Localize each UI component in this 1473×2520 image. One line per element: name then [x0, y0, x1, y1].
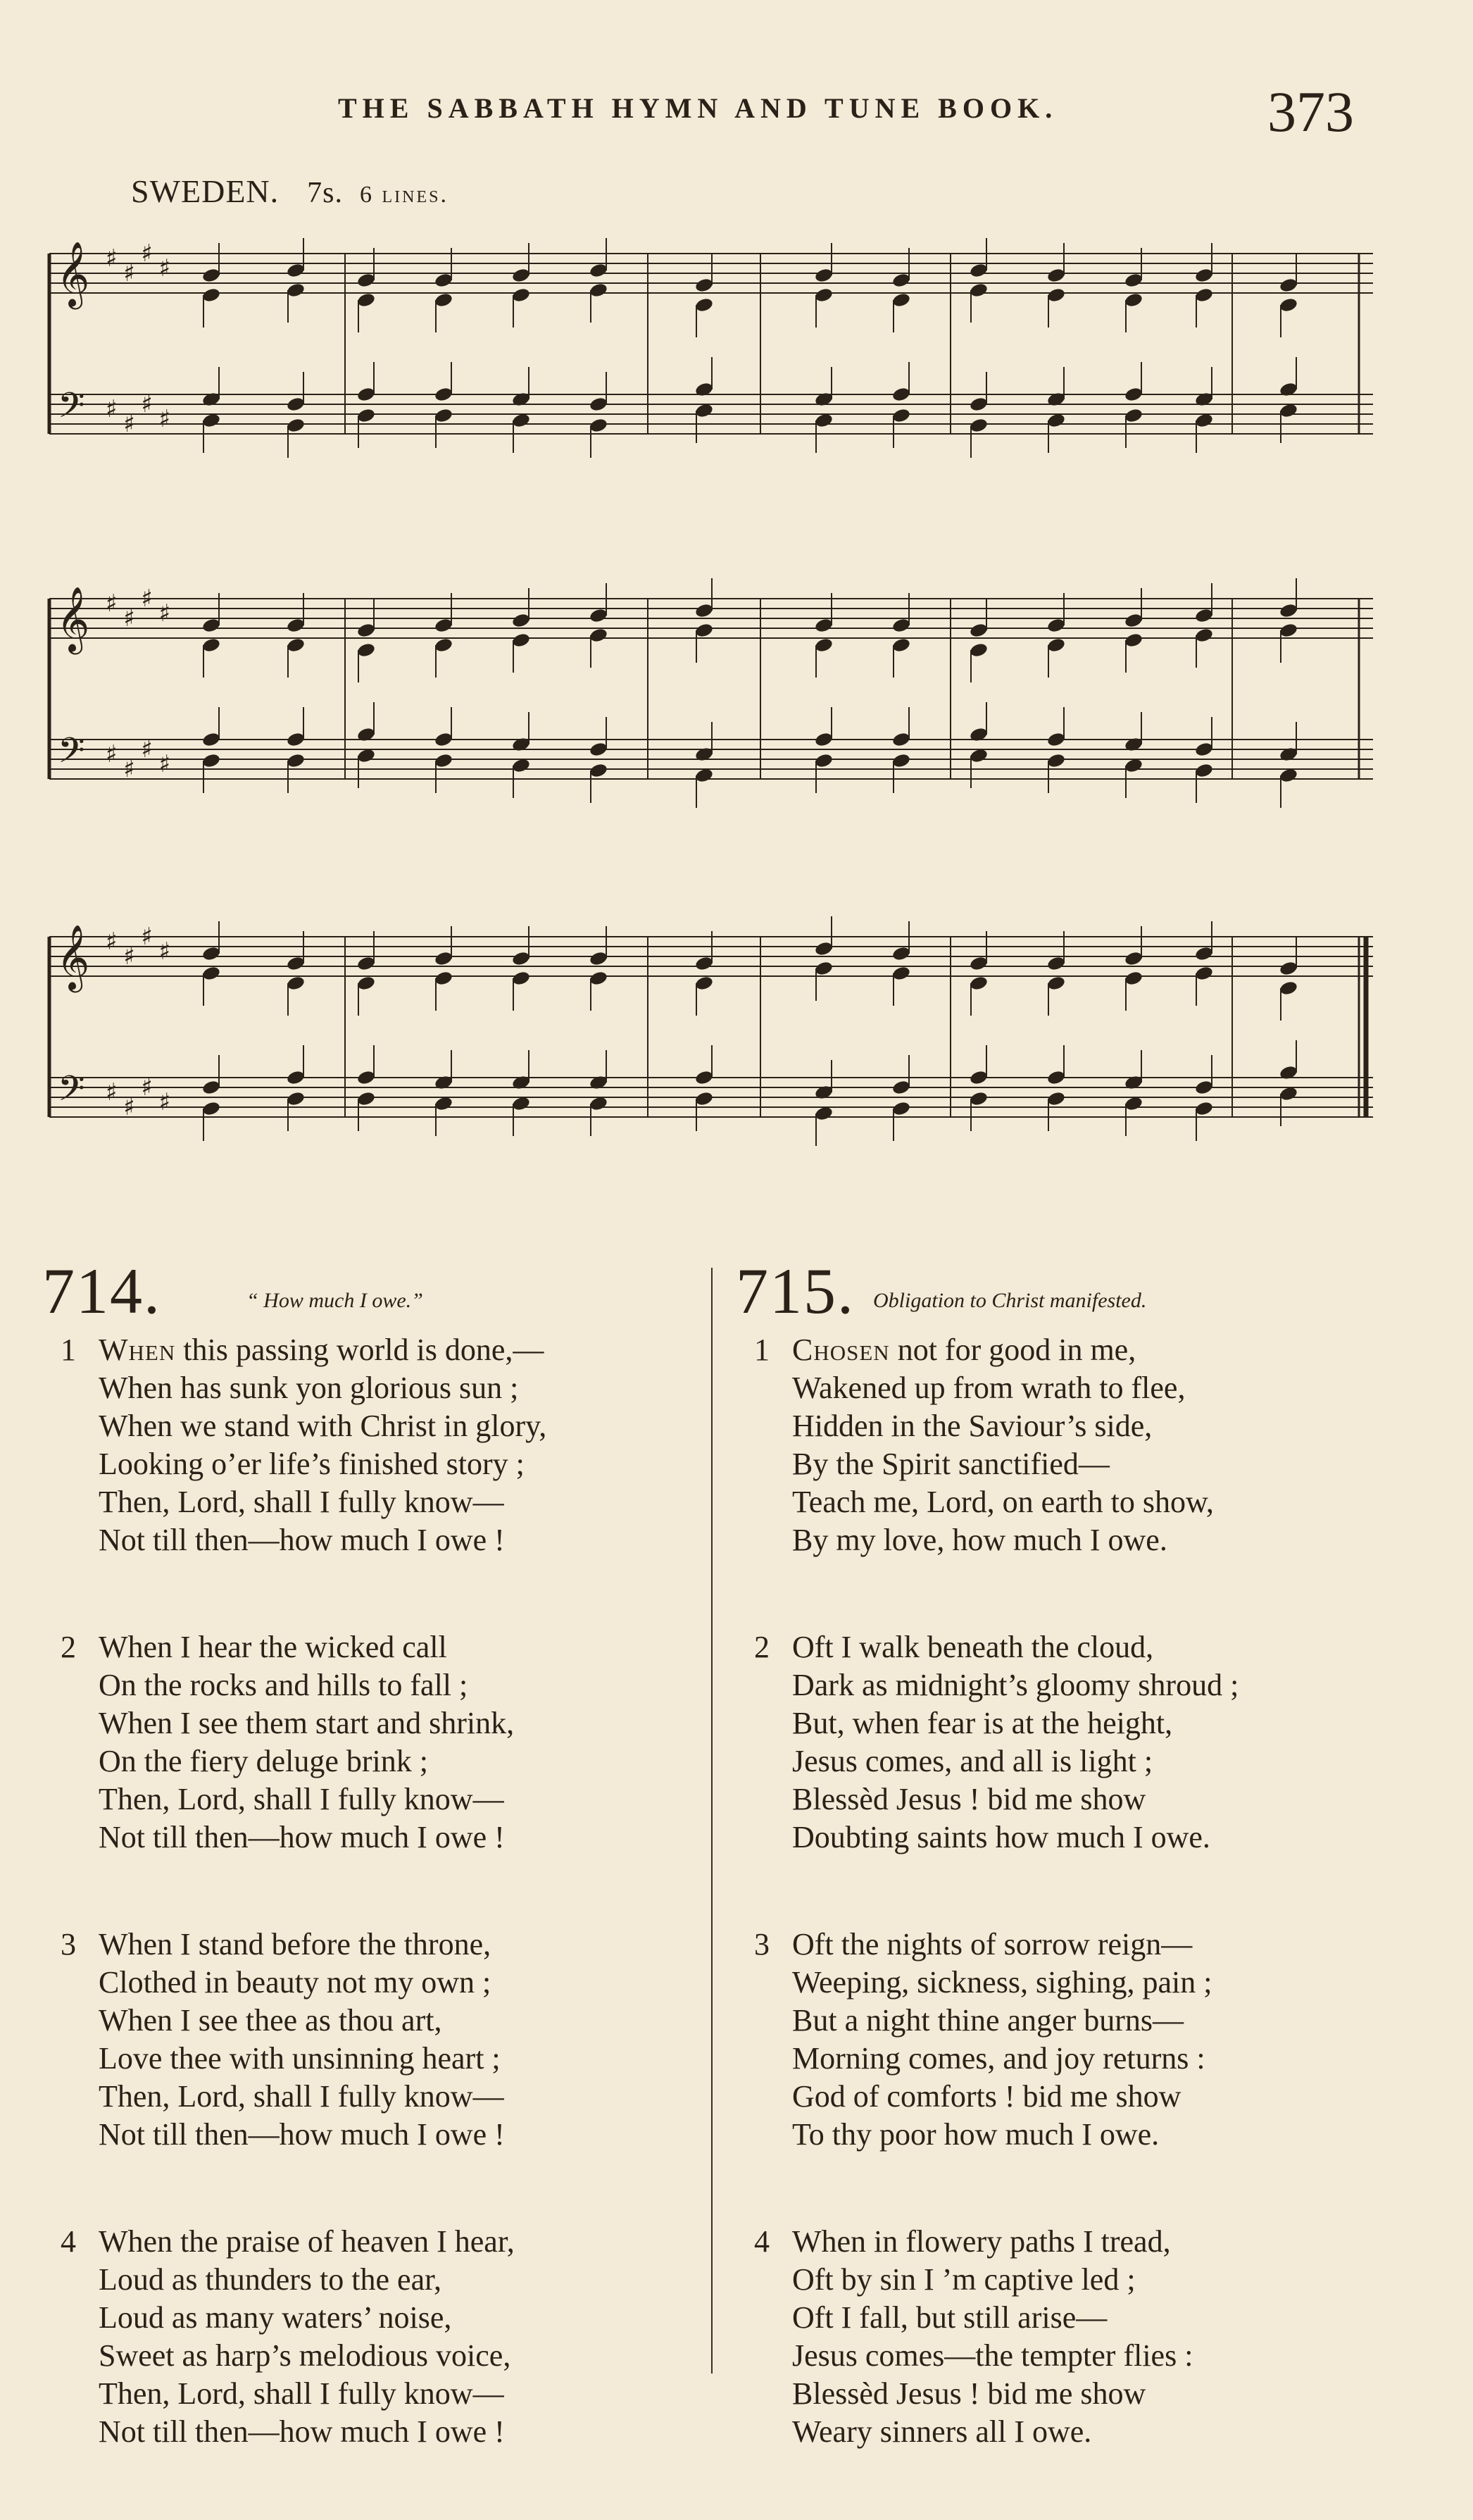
verse-line: When in flowery paths I tread,	[792, 2224, 1171, 2259]
stanza-number: 4	[754, 2224, 770, 2259]
note-head	[511, 736, 531, 752]
note-head	[891, 386, 911, 402]
verse-line: Oft the nights of sorrow reign—	[792, 1927, 1193, 1961]
note-head	[589, 396, 608, 412]
note-head	[814, 287, 834, 303]
verse-line: Morning comes, and joy returns :	[792, 2041, 1205, 2076]
note-head	[286, 1090, 306, 1106]
sharp-icon: ♯	[141, 735, 153, 763]
note-head	[1194, 945, 1214, 961]
note-head	[286, 975, 306, 991]
note-head	[969, 642, 989, 658]
verse-line: Not till then—how much I owe !	[99, 1523, 505, 1557]
verse-line: Teach me, Lord, on earth to show,	[792, 1485, 1214, 1519]
note-head	[1124, 1074, 1143, 1090]
note-head	[891, 617, 911, 633]
note-head	[969, 417, 989, 433]
verse-line: Sweet as harp’s melodious voice,	[99, 2338, 511, 2373]
hymn-number: 714.	[42, 1255, 161, 1327]
verse-line: Then, Lord, shall I fully know—	[99, 1485, 504, 1519]
sharp-icon: ♯	[123, 259, 135, 287]
sharp-icon: ♯	[158, 599, 171, 628]
note-head	[969, 1090, 989, 1106]
note-head	[589, 950, 608, 966]
sharp-icon: ♯	[158, 1088, 171, 1116]
note-head	[511, 391, 531, 407]
note-head	[694, 746, 714, 762]
verse-line: On the rocks and hills to fall ;	[99, 1668, 468, 1702]
note-head	[1046, 752, 1066, 768]
note-head	[814, 752, 834, 768]
note-head	[1046, 1069, 1066, 1085]
music-staff-1	[35, 232, 1387, 493]
note-head	[286, 396, 306, 412]
note-head	[356, 1090, 376, 1106]
sharp-icon: ♯	[123, 755, 135, 783]
note-head	[589, 417, 608, 433]
note-head	[694, 975, 714, 991]
note-head	[286, 731, 306, 747]
verse-line: To thy poor how much I owe.	[792, 2117, 1160, 2152]
note-head	[1046, 1090, 1066, 1106]
note-head	[589, 607, 608, 623]
note-head	[814, 391, 834, 407]
note-head	[589, 262, 608, 278]
note-head	[356, 726, 376, 742]
sharp-icon: ♯	[141, 390, 153, 418]
note-head	[1046, 637, 1066, 653]
stanza	[736, 1331, 1412, 1559]
sharp-icon: ♯	[141, 1073, 153, 1102]
verse-line: God of comforts ! bid me show	[792, 2079, 1181, 2114]
note-head	[1279, 746, 1298, 762]
note-head	[201, 617, 221, 633]
note-head	[814, 617, 834, 633]
verse-line: Then, Lord, shall I fully know—	[99, 2376, 504, 2411]
note-head	[356, 642, 376, 658]
verse-line: But, when fear is at the height,	[792, 1706, 1173, 1740]
note-head	[969, 622, 989, 638]
hymn-number: 715.	[736, 1255, 855, 1327]
stanza	[42, 1628, 690, 1857]
note-head	[434, 752, 453, 768]
sharp-icon: ♯	[141, 239, 153, 268]
verse-line: On the fiery deluge brink ;	[99, 1744, 428, 1778]
stanza-number: 4	[61, 2224, 76, 2259]
verse-line: Love thee with unsinning heart ;	[99, 2041, 501, 2076]
note-head	[201, 287, 221, 303]
note-head	[814, 960, 834, 976]
note-head	[511, 632, 531, 648]
stanza-number: 1	[61, 1333, 76, 1367]
note-head	[1124, 632, 1143, 648]
running-head: THE SABBATH HYMN AND TUNE BOOK.	[338, 92, 1058, 124]
note-head	[1279, 622, 1298, 638]
verse-line: By my love, how much I owe.	[792, 1523, 1167, 1557]
tune-name: SWEDEN.	[131, 173, 280, 209]
note-head	[694, 955, 714, 971]
note-head	[814, 1084, 834, 1100]
note-head	[1279, 1064, 1298, 1080]
note-head	[814, 731, 834, 747]
note-head	[891, 272, 911, 288]
verse-line: Oft I fall, but still arise—	[792, 2300, 1108, 2335]
note-head	[814, 637, 834, 653]
sharp-icon: ♯	[106, 244, 118, 273]
verse-line: By the Spirit sanctified—	[792, 1447, 1110, 1481]
note-head	[434, 617, 453, 633]
note-head	[969, 262, 989, 278]
note-head	[434, 386, 453, 402]
note-head	[1046, 731, 1066, 747]
note-head	[589, 1074, 608, 1090]
note-head	[356, 272, 376, 288]
music-staff-3	[35, 916, 1387, 1176]
tune-title	[131, 173, 449, 210]
note-head	[694, 381, 714, 397]
verse-line: When I see them start and shrink,	[99, 1706, 515, 1740]
verse-line: When has sunk yon glorious sun ;	[99, 1371, 519, 1405]
verse-line: Dark as midnight’s gloomy shroud ;	[792, 1668, 1239, 1702]
sharp-icon: ♯	[106, 740, 118, 768]
note-head	[1279, 602, 1298, 618]
verse-line: But a night thine anger burns—	[792, 2003, 1184, 2038]
note-head	[434, 950, 453, 966]
bass-clef-icon: 𝄢	[58, 385, 85, 435]
note-head	[694, 297, 714, 313]
music-system-1	[35, 232, 1387, 493]
note-head	[814, 940, 834, 956]
note-head	[511, 612, 531, 628]
note-head	[589, 741, 608, 757]
stanza-number: 1	[754, 1333, 770, 1367]
note-head	[511, 950, 531, 966]
note-head	[286, 1069, 306, 1085]
note-head	[891, 752, 911, 768]
note-head	[434, 637, 453, 653]
note-head	[286, 955, 306, 971]
bass-clef-icon: 𝄢	[58, 1068, 85, 1118]
note-head	[1194, 627, 1214, 643]
verse-line: Loud as many waters’ noise,	[99, 2300, 452, 2335]
sharp-icon: ♯	[158, 405, 171, 433]
note-head	[1046, 617, 1066, 633]
note-head	[434, 970, 453, 986]
note-head	[1194, 267, 1214, 283]
verse-line: Oft by sin I ’m captive led ;	[792, 2262, 1136, 2297]
stanza-number: 3	[754, 1927, 770, 1961]
sharp-icon: ♯	[106, 395, 118, 423]
verse-line: Clothed in beauty not my own ;	[99, 1965, 491, 2000]
note-head	[356, 292, 376, 308]
note-head	[1046, 955, 1066, 971]
verse-line: Then, Lord, shall I fully know—	[99, 1782, 504, 1816]
note-head	[1194, 1079, 1214, 1095]
note-head	[356, 622, 376, 638]
note-head	[1194, 965, 1214, 981]
note-head	[891, 945, 911, 961]
sharp-icon: ♯	[123, 942, 135, 971]
note-head	[511, 970, 531, 986]
note-head	[1124, 612, 1143, 628]
music-system-3	[35, 916, 1387, 1176]
note-head	[1194, 741, 1214, 757]
note-head	[434, 1074, 453, 1090]
verse-line: Not till then—how much I owe !	[99, 1820, 505, 1854]
note-head	[356, 386, 376, 402]
sharp-icon: ♯	[106, 1078, 118, 1106]
note-head	[969, 975, 989, 991]
first-word: Chosen	[792, 1333, 890, 1367]
note-head	[356, 975, 376, 991]
hymn-714	[42, 1254, 690, 2520]
sharp-icon: ♯	[123, 410, 135, 438]
hymn-715	[736, 1254, 1412, 2520]
note-head	[1194, 391, 1214, 407]
stanza	[736, 1628, 1412, 1857]
column-divider	[711, 1268, 713, 2374]
note-head	[1194, 762, 1214, 778]
stanza-number: 2	[61, 1630, 76, 1664]
note-head	[891, 637, 911, 653]
verse-line: Doubting saints how much I owe.	[792, 1820, 1210, 1854]
stanza	[42, 1926, 690, 2154]
note-head	[969, 396, 989, 412]
note-head	[1124, 407, 1143, 423]
note-head	[694, 602, 714, 618]
treble-clef-icon: 𝄞	[56, 241, 90, 306]
note-head	[286, 752, 306, 768]
note-head	[1124, 736, 1143, 752]
verse-line: Wakened up from wrath to flee,	[792, 1371, 1186, 1405]
note-head	[286, 417, 306, 433]
note-head	[1124, 272, 1143, 288]
note-head	[814, 267, 834, 283]
note-head	[356, 407, 376, 423]
verse-line: When I see thee as thou art,	[99, 2003, 442, 2038]
note-head	[1046, 975, 1066, 991]
note-head	[201, 945, 221, 961]
note-head	[891, 1079, 911, 1095]
note-head	[694, 1090, 714, 1106]
note-head	[1279, 277, 1298, 293]
note-head	[891, 1100, 911, 1116]
note-head	[286, 262, 306, 278]
verse-line: When I hear the wicked call	[99, 1630, 447, 1664]
note-head	[201, 1100, 221, 1116]
verse-line: Hidden in the Saviour’s side,	[792, 1409, 1153, 1443]
note-head	[1194, 607, 1214, 623]
stanza	[736, 1926, 1412, 2154]
verse-line: Not till then—how much I owe !	[99, 2117, 505, 2152]
note-head	[891, 965, 911, 981]
stanza	[736, 2223, 1412, 2451]
verse-line: When this passing world is done,—	[99, 1333, 544, 1367]
note-head	[201, 731, 221, 747]
note-head	[434, 407, 453, 423]
hymn-title: “ How much I owe.”	[246, 1289, 423, 1312]
verse-line: Looking o’er life’s finished story ;	[99, 1447, 525, 1481]
note-head	[511, 1074, 531, 1090]
note-head	[1124, 292, 1143, 308]
note-head	[969, 726, 989, 742]
stanza-number: 3	[61, 1927, 76, 1961]
note-head	[589, 762, 608, 778]
note-head	[969, 1069, 989, 1085]
verse-line: Jesus comes—the tempter flies :	[792, 2338, 1193, 2373]
sharp-icon: ♯	[123, 1093, 135, 1121]
note-head	[969, 282, 989, 298]
verse-line: Loud as thunders to the ear,	[99, 2262, 441, 2297]
sharp-icon: ♯	[141, 585, 153, 613]
note-head	[589, 282, 608, 298]
stanza-number: 2	[754, 1630, 770, 1664]
note-head	[286, 282, 306, 298]
verse-line: Not till then—how much I owe !	[99, 2414, 505, 2449]
verse-line: Oft I walk beneath the cloud,	[792, 1630, 1154, 1664]
note-head	[694, 622, 714, 638]
music-staff-2	[35, 578, 1387, 838]
note-head	[201, 637, 221, 653]
note-head	[201, 267, 221, 283]
note-head	[201, 391, 221, 407]
note-head	[1279, 960, 1298, 976]
sharp-icon: ♯	[158, 254, 171, 282]
note-head	[589, 970, 608, 986]
note-head	[511, 287, 531, 303]
note-head	[1279, 980, 1298, 996]
note-head	[434, 731, 453, 747]
note-head	[286, 637, 306, 653]
sharp-icon: ♯	[141, 923, 153, 951]
note-head	[1124, 970, 1143, 986]
sharp-icon: ♯	[123, 604, 135, 632]
stanza	[42, 2223, 690, 2451]
verse-line: Jesus comes, and all is light ;	[792, 1744, 1153, 1778]
treble-clef-icon: 𝄞	[56, 924, 90, 990]
note-head	[356, 1069, 376, 1085]
music-system-2	[35, 578, 1387, 838]
note-head	[891, 407, 911, 423]
stanza	[42, 1331, 690, 1559]
note-head	[589, 627, 608, 643]
note-head	[891, 292, 911, 308]
note-head	[434, 292, 453, 308]
note-head	[1194, 1100, 1214, 1116]
note-head	[1046, 391, 1066, 407]
tune-meter: 7s.	[307, 177, 343, 209]
hymn-title: Obligation to Christ manifested.	[873, 1289, 1147, 1312]
tune-lines: 6 lines.	[360, 182, 449, 208]
verse-line: Blessèd Jesus ! bid me show	[792, 1782, 1146, 1816]
verse-line: Chosen not for good in me,	[792, 1333, 1136, 1367]
verse-line: When the praise of heaven I hear,	[99, 2224, 515, 2259]
verse-line: Weary sinners all I owe.	[792, 2414, 1092, 2449]
note-head	[201, 752, 221, 768]
verse-line: Weeping, sickness, sighing, pain ;	[792, 1965, 1212, 2000]
note-head	[511, 267, 531, 283]
note-head	[1046, 287, 1066, 303]
note-head	[201, 965, 221, 981]
page-number: 373	[1267, 80, 1354, 144]
verse-line: Then, Lord, shall I fully know—	[99, 2079, 504, 2114]
sharp-icon: ♯	[106, 590, 118, 618]
sharp-icon: ♯	[158, 937, 171, 966]
first-word: When	[99, 1333, 176, 1367]
note-head	[1124, 950, 1143, 966]
note-head	[356, 955, 376, 971]
note-head	[1046, 267, 1066, 283]
sharp-icon: ♯	[106, 928, 118, 956]
note-head	[969, 955, 989, 971]
note-head	[891, 731, 911, 747]
note-head	[694, 277, 714, 293]
verse-line: When I stand before the throne,	[99, 1927, 491, 1961]
bass-clef-icon: 𝄢	[58, 730, 85, 780]
verse-line: Blessèd Jesus ! bid me show	[792, 2376, 1146, 2411]
sharp-icon: ♯	[158, 750, 171, 778]
note-head	[1279, 297, 1298, 313]
note-head	[286, 617, 306, 633]
note-head	[201, 1079, 221, 1095]
verse-line: When we stand with Christ in glory,	[99, 1409, 547, 1443]
note-head	[1194, 287, 1214, 303]
note-head	[1279, 381, 1298, 397]
treble-clef-icon: 𝄞	[56, 586, 90, 651]
note-head	[434, 272, 453, 288]
note-head	[694, 1069, 714, 1085]
note-head	[1124, 386, 1143, 402]
